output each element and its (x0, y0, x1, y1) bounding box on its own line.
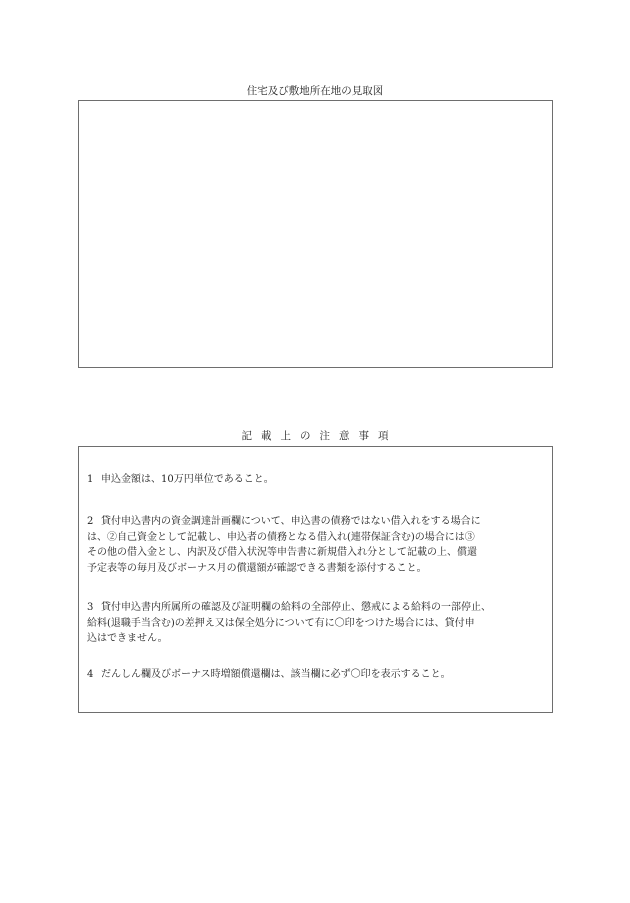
map-drawing-area (78, 100, 553, 368)
note-item-2 (87, 514, 547, 576)
note-item-1 (87, 472, 547, 488)
note-number: 1 (87, 474, 94, 485)
note-line: 貸付申込書内の資金調達計画欄について、申込書の債務ではない借入れをする場合に (101, 516, 481, 527)
note-number: 3 (87, 602, 94, 613)
note-line: だんしん欄及びボーナス時増額償還欄は、該当欄に必ず〇印を表示すること。 (101, 669, 451, 680)
note-line: その他の借入金とし、内訳及び借入状況等申告書に新規借入れ分として記載の上、償還 (87, 547, 477, 559)
notes-box (78, 446, 553, 713)
notes-section-title: 記載上の注意事項 (241, 430, 398, 442)
note-line: は、②自己資金として記載し、申込者の債務となる借入れ(連帯保証含む)の場合には③ (87, 531, 475, 543)
note-number: 2 (87, 516, 94, 527)
note-item-3 (87, 600, 547, 647)
note-line: 給料(退職手当含む)の差押え又は保全処分について有に〇印をつけた場合には、貸付申 (87, 617, 475, 629)
note-line: 込はできません。 (87, 633, 168, 645)
note-line: 予定表等の毎月及びボーナス月の償還額が確認できる書類を添付すること。 (87, 562, 427, 574)
note-item-4 (87, 667, 547, 683)
map-section-title: 住宅及び敷地所在地の見取図 (246, 85, 384, 97)
note-line: 申込金額は、10万円単位であること。 (101, 474, 274, 485)
note-number: 4 (87, 669, 94, 680)
note-line: 貸付申込書内所属所の確認及び証明欄の給料の全部停止、懲戒による給料の一部停止、 (101, 602, 491, 613)
